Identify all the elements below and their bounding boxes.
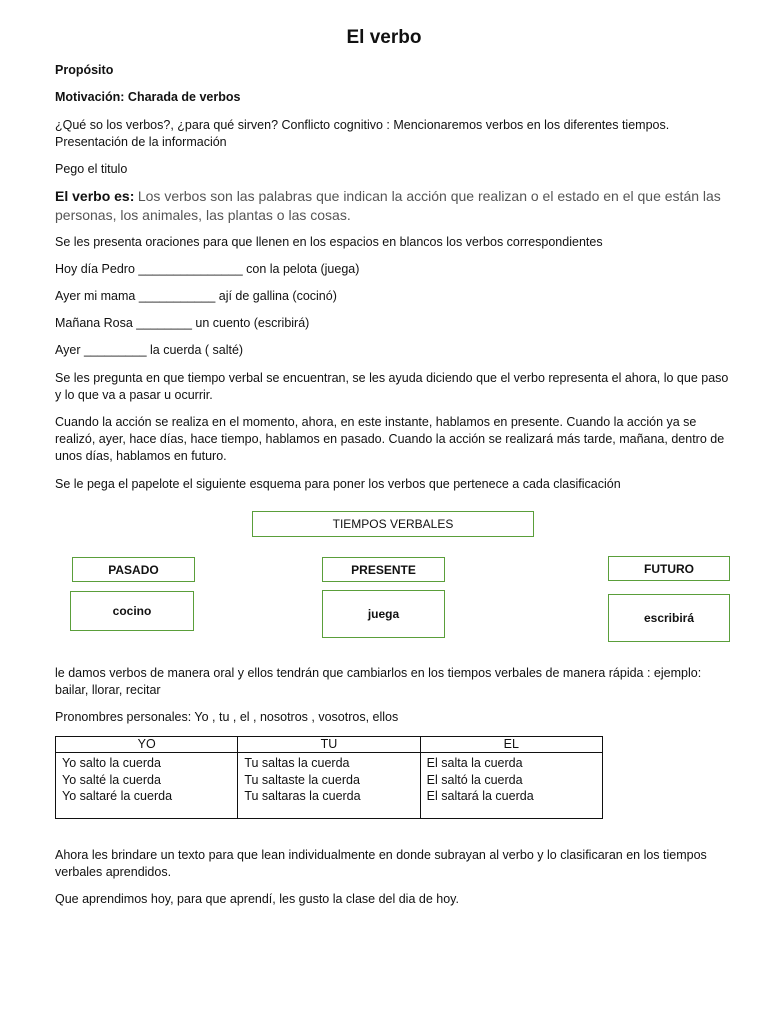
diagram-presente-label: PRESENTE: [322, 557, 445, 582]
diagram-pasado-label: PASADO: [72, 557, 195, 582]
paragraph-texto-lectura: Ahora les brindare un texto para que lean individualmente en donde subrayan al verbo y lo clasificaran en los tiempos verbales aprendidos.: [55, 848, 707, 879]
paragraph-cierre: Que aprendimos hoy, para que aprendí, les gusto la clase del dia de hoy.: [55, 892, 459, 906]
pronombres-text: Pronombres personales: Yo , tu , el , nosotros , vosotros, ellos: [55, 710, 399, 724]
pronouns-table: [55, 736, 603, 819]
pego-text: Pego el titulo: [55, 162, 128, 176]
definition-label: El verbo es:: [55, 188, 135, 204]
motivacion-heading: Motivación: Charada de verbos: [55, 90, 241, 104]
definition-text: Los verbos son las palabras que indican la acción que realizan o el estado en el que están las personas, los animales, las plantas o las cosas.: [55, 188, 721, 223]
sentence-3: Mañana Rosa ________ un cuento (escribirá): [55, 316, 310, 330]
sentence-4: Ayer _________ la cuerda ( salté): [55, 343, 244, 357]
tu-presente: Tu saltas la cuerda: [244, 756, 350, 770]
el-futuro: El saltará la cuerda: [426, 789, 534, 803]
el-presente: El salta la cuerda: [426, 756, 523, 770]
diagram-futuro-verb: escribirá: [608, 594, 730, 642]
table-cell-yo: [56, 753, 238, 819]
sentence-2: Ayer mi mama ___________ ají de gallina (cocinó): [55, 289, 337, 303]
el-pasado: El saltó la cuerda: [426, 772, 523, 787]
sentence-1: Hoy día Pedro _______________ con la pelota (juega): [55, 262, 360, 276]
table-cell-tu: [238, 753, 420, 819]
intro-line-1: ¿Qué so los verbos?, ¿para qué sirven? Conflicto cognitivo : Mencionaremos verbos en los diferentes tiempos.: [55, 118, 670, 132]
proposito-heading: Propósito: [55, 63, 114, 77]
diagram-pasado-verb: cocino: [70, 591, 194, 631]
table-header-yo: YO: [56, 737, 238, 753]
intro-line-2: Presentación de la información: [55, 135, 227, 149]
table-cell-el: [420, 753, 602, 819]
yo-pasado: Yo salté la cuerda: [62, 772, 161, 787]
paragraph-esquema: Se le pega el papelote el siguiente esquema para poner los verbos que pertenece a cada clasificación: [55, 477, 621, 491]
diagram-root-tiempos-verbales: TIEMPOS VERBALES: [252, 511, 534, 537]
table-row: [56, 753, 603, 819]
diagram-presente-verb: juega: [322, 590, 445, 638]
table-header-el: EL: [420, 737, 602, 753]
instruction-text: Se les presenta oraciones para que llenen en los espacios en blancos los verbos correspondientes: [55, 235, 603, 249]
paragraph-verbos-oral: le damos verbos de manera oral y ellos tendrán que cambiarlos en los tiempos verbales de manera rápida : ejemplo: bailar, llorar, recitar: [55, 666, 702, 697]
paragraph-explicacion: Cuando la acción se realiza en el momento, ahora, en este instante, hablamos en presente. Cuando la acción ya se realizó, ayer, hace días, hace tiempo, hablamos en pasado. Cuando la acción se realizará más tarde, mañana, dentro de unos días, hablamos en futuro.: [55, 415, 725, 463]
table-header-row: [56, 737, 603, 753]
tu-futuro: Tu saltaras la cuerda: [244, 789, 361, 803]
diagram-futuro-label: FUTURO: [608, 556, 730, 581]
definition-block: [55, 187, 735, 225]
table-header-tu: TU: [238, 737, 420, 753]
intro-paragraph: [55, 117, 735, 151]
yo-futuro: Yo saltaré la cuerda: [62, 789, 173, 803]
yo-presente: Yo salto la cuerda: [62, 756, 161, 770]
document-title: El verbo: [346, 27, 422, 48]
tu-pasado: Tu saltaste la cuerda: [244, 772, 360, 787]
paragraph-tiempo-verbal: Se les pregunta en que tiempo verbal se encuentran, se les ayuda diciendo que el verbo representa el ahora, lo que paso y lo que va a pasar u ocurrir.: [55, 371, 729, 402]
